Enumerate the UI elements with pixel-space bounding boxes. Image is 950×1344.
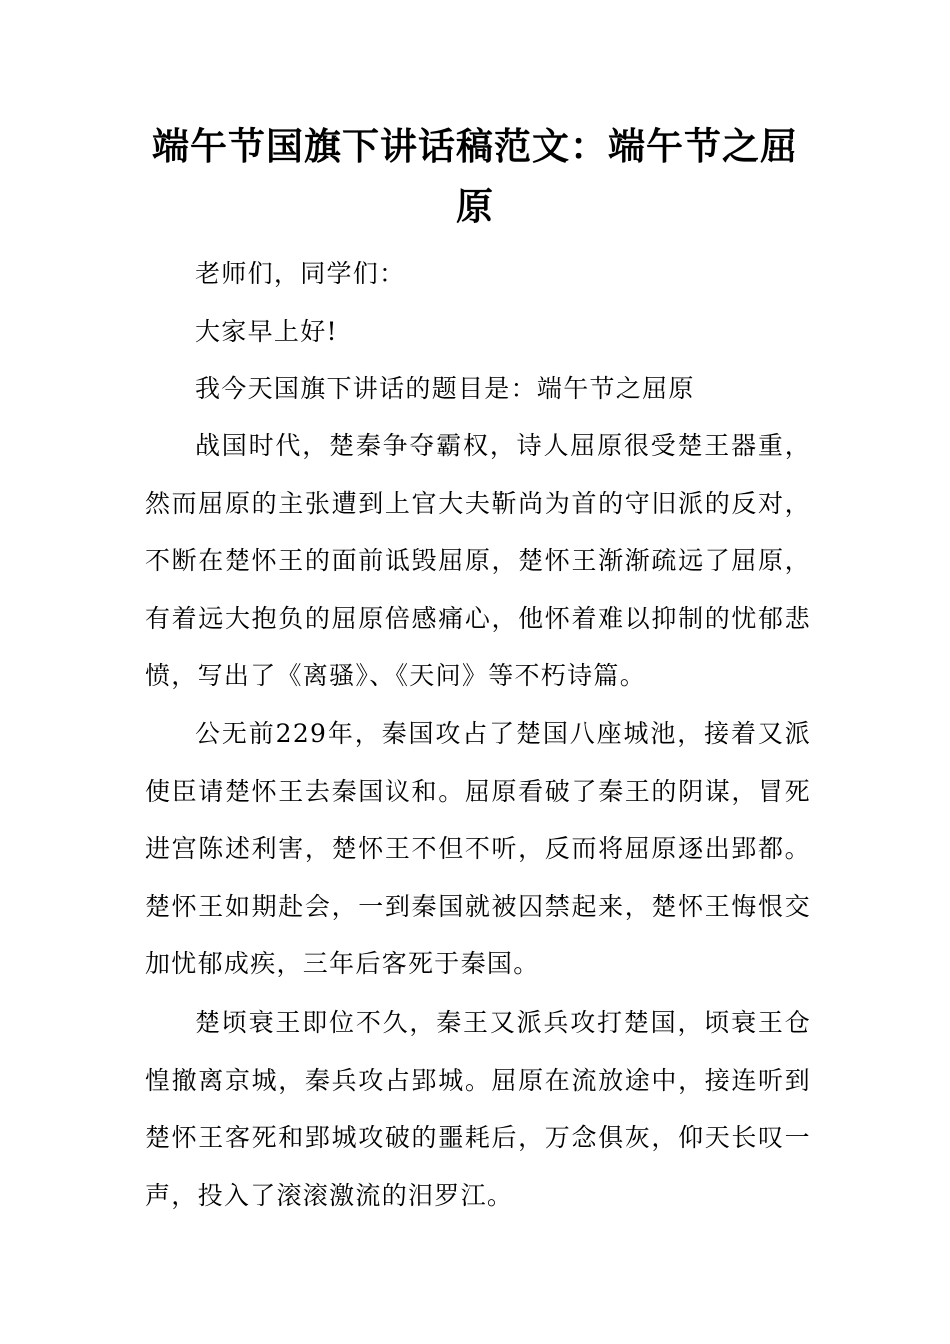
topic-line: 我今天国旗下讲话的题目是：端午节之屈原 [195, 374, 695, 403]
greeting-line: 老师们，同学们： [195, 259, 406, 288]
body-paragraph: 楚顷衰王即位不久，秦王又派兵攻打楚国，顷衰王仓惶撤离京城，秦兵攻占郢城。屈原在流放途中，接连听到楚怀王客死和郢城攻破的噩耗后，万念俱灰，仰天长叹一声，投入了滚滚激流的汨罗江。 [145, 1008, 811, 1210]
body-paragraph: 战国时代，楚秦争夺霸权，诗人屈原很受楚王器重，然而屈原的主张遭到上官大夫靳尚为首的守旧派的反对，不断在楚怀王的面前诋毁屈原，楚怀王渐渐疏远了屈原，有着远大抱负的屈原倍感痛心，他怀着难以抑制的忧郁悲愤，写出了《离骚》、《天问》等不朽诗篇。 [145, 431, 811, 690]
body-paragraph: 公无前229年，秦国攻占了楚国八座城池，接着又派使臣请楚怀王去秦国议和。屈原看破了秦王的阴谋，冒死进宫陈述利害，楚怀王不但不听，反而将屈原逐出郢都。楚怀王如期赴会，一到秦国就被囚禁起来，楚怀王悔恨交加忧郁成疾，三年后客死于秦国。 [145, 719, 811, 978]
salutation-line: 大家早上好! [195, 317, 338, 346]
document-title: 端午节国旗下讲话稿范文：端午节之屈原 [152, 125, 798, 228]
